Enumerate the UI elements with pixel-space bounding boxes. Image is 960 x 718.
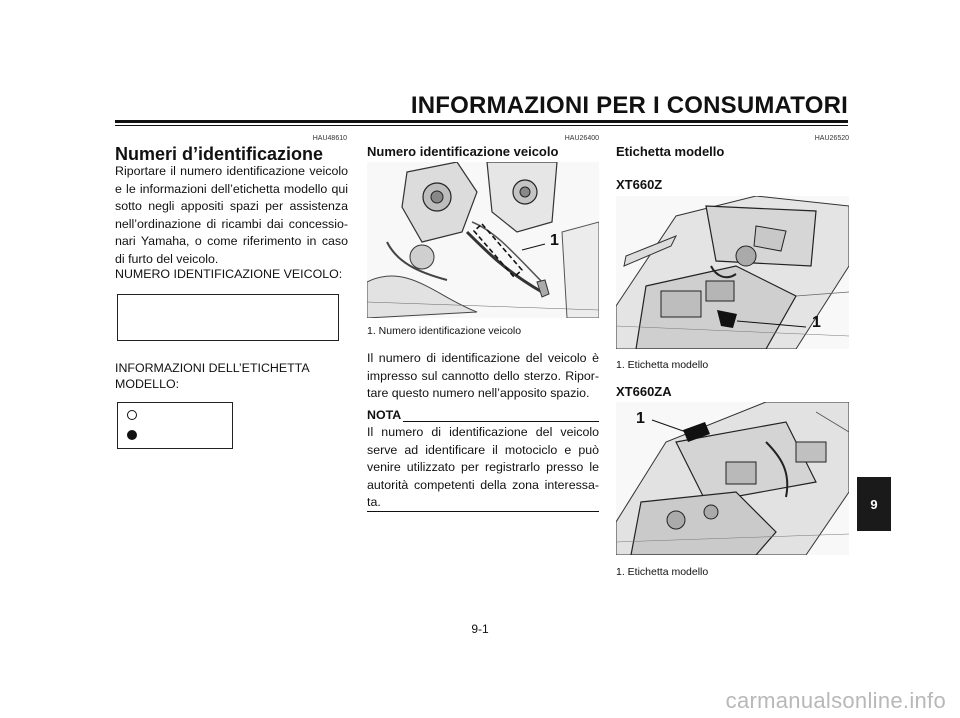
intro-paragraph: [115, 163, 348, 269]
callout-number: 1: [550, 232, 559, 249]
header-rule-thin: [115, 125, 848, 126]
page-number: 9-1: [471, 622, 489, 636]
model-label-write-box: [117, 402, 233, 449]
section-code: HAU48610: [312, 135, 347, 142]
nota-rule: [403, 421, 599, 422]
section-title: Numeri d’identificazione: [115, 144, 324, 164]
watermark: carmanualsonline.info: [725, 688, 946, 713]
model-heading-xt660za: XT660ZA: [616, 384, 672, 399]
vin-text: Il numero di identificazione del veicolo è impresso sul cannotto dello sterzo. Ripor-tare questo numero nell’apposito spazio.: [367, 351, 599, 401]
xt660za-label-illustration: [616, 402, 849, 555]
vin-write-box: [117, 294, 339, 341]
section-code: HAU26400: [564, 135, 599, 142]
section-title: Numero identificazione veicolo: [367, 144, 559, 159]
empty-circle-icon: [127, 410, 137, 420]
nota-paragraph: [367, 424, 599, 512]
callout-number: 1: [812, 314, 821, 331]
section-title: Etichetta modello: [616, 144, 725, 159]
figure-caption: 1. Etichetta modello: [616, 566, 709, 578]
page-header-title: INFORMAZIONI PER I CONSUMATORI: [410, 92, 848, 119]
vin-label: NUMERO IDENTIFICAZIONE VEICOLO:: [115, 267, 343, 281]
header-rule-thick: [115, 120, 848, 123]
xt660z-label-illustration: [616, 196, 849, 349]
nota-text: Il numero di identificazione del veicolo serve ad identificare il motociclo e può venire utilizzato per registrarlo presso le autorità competenti della zona interessa-ta.: [367, 425, 599, 510]
label-info-line-2: MODELLO:: [115, 377, 180, 391]
label-info-label: [115, 360, 310, 392]
section-tab: 9: [857, 477, 891, 531]
vin-paragraph: [367, 350, 599, 403]
nota-title: NOTA: [367, 408, 402, 422]
figure-caption: 1. Numero identificazione veicolo: [367, 325, 522, 337]
intro-text: Riportare il numero identificazione veicolo e le informazioni dell’etichetta modello qui sotto negli appositi spazi per assistenza nell’ordinazione di ricambi dai concessio-nari Yamaha, o come riferimento in caso di furto del veicolo.: [115, 164, 348, 266]
callout-number: 1: [636, 410, 645, 427]
nota-end-rule: [367, 511, 599, 512]
model-heading-xt660z: XT660Z: [616, 177, 663, 192]
section-code: HAU26520: [814, 135, 849, 142]
label-info-line-1: INFORMAZIONI DELL’ETICHETTA: [115, 361, 310, 375]
steering-head-illustration: [367, 162, 599, 318]
figure-caption: 1. Etichetta modello: [616, 359, 709, 371]
filled-circle-icon: [127, 430, 137, 440]
